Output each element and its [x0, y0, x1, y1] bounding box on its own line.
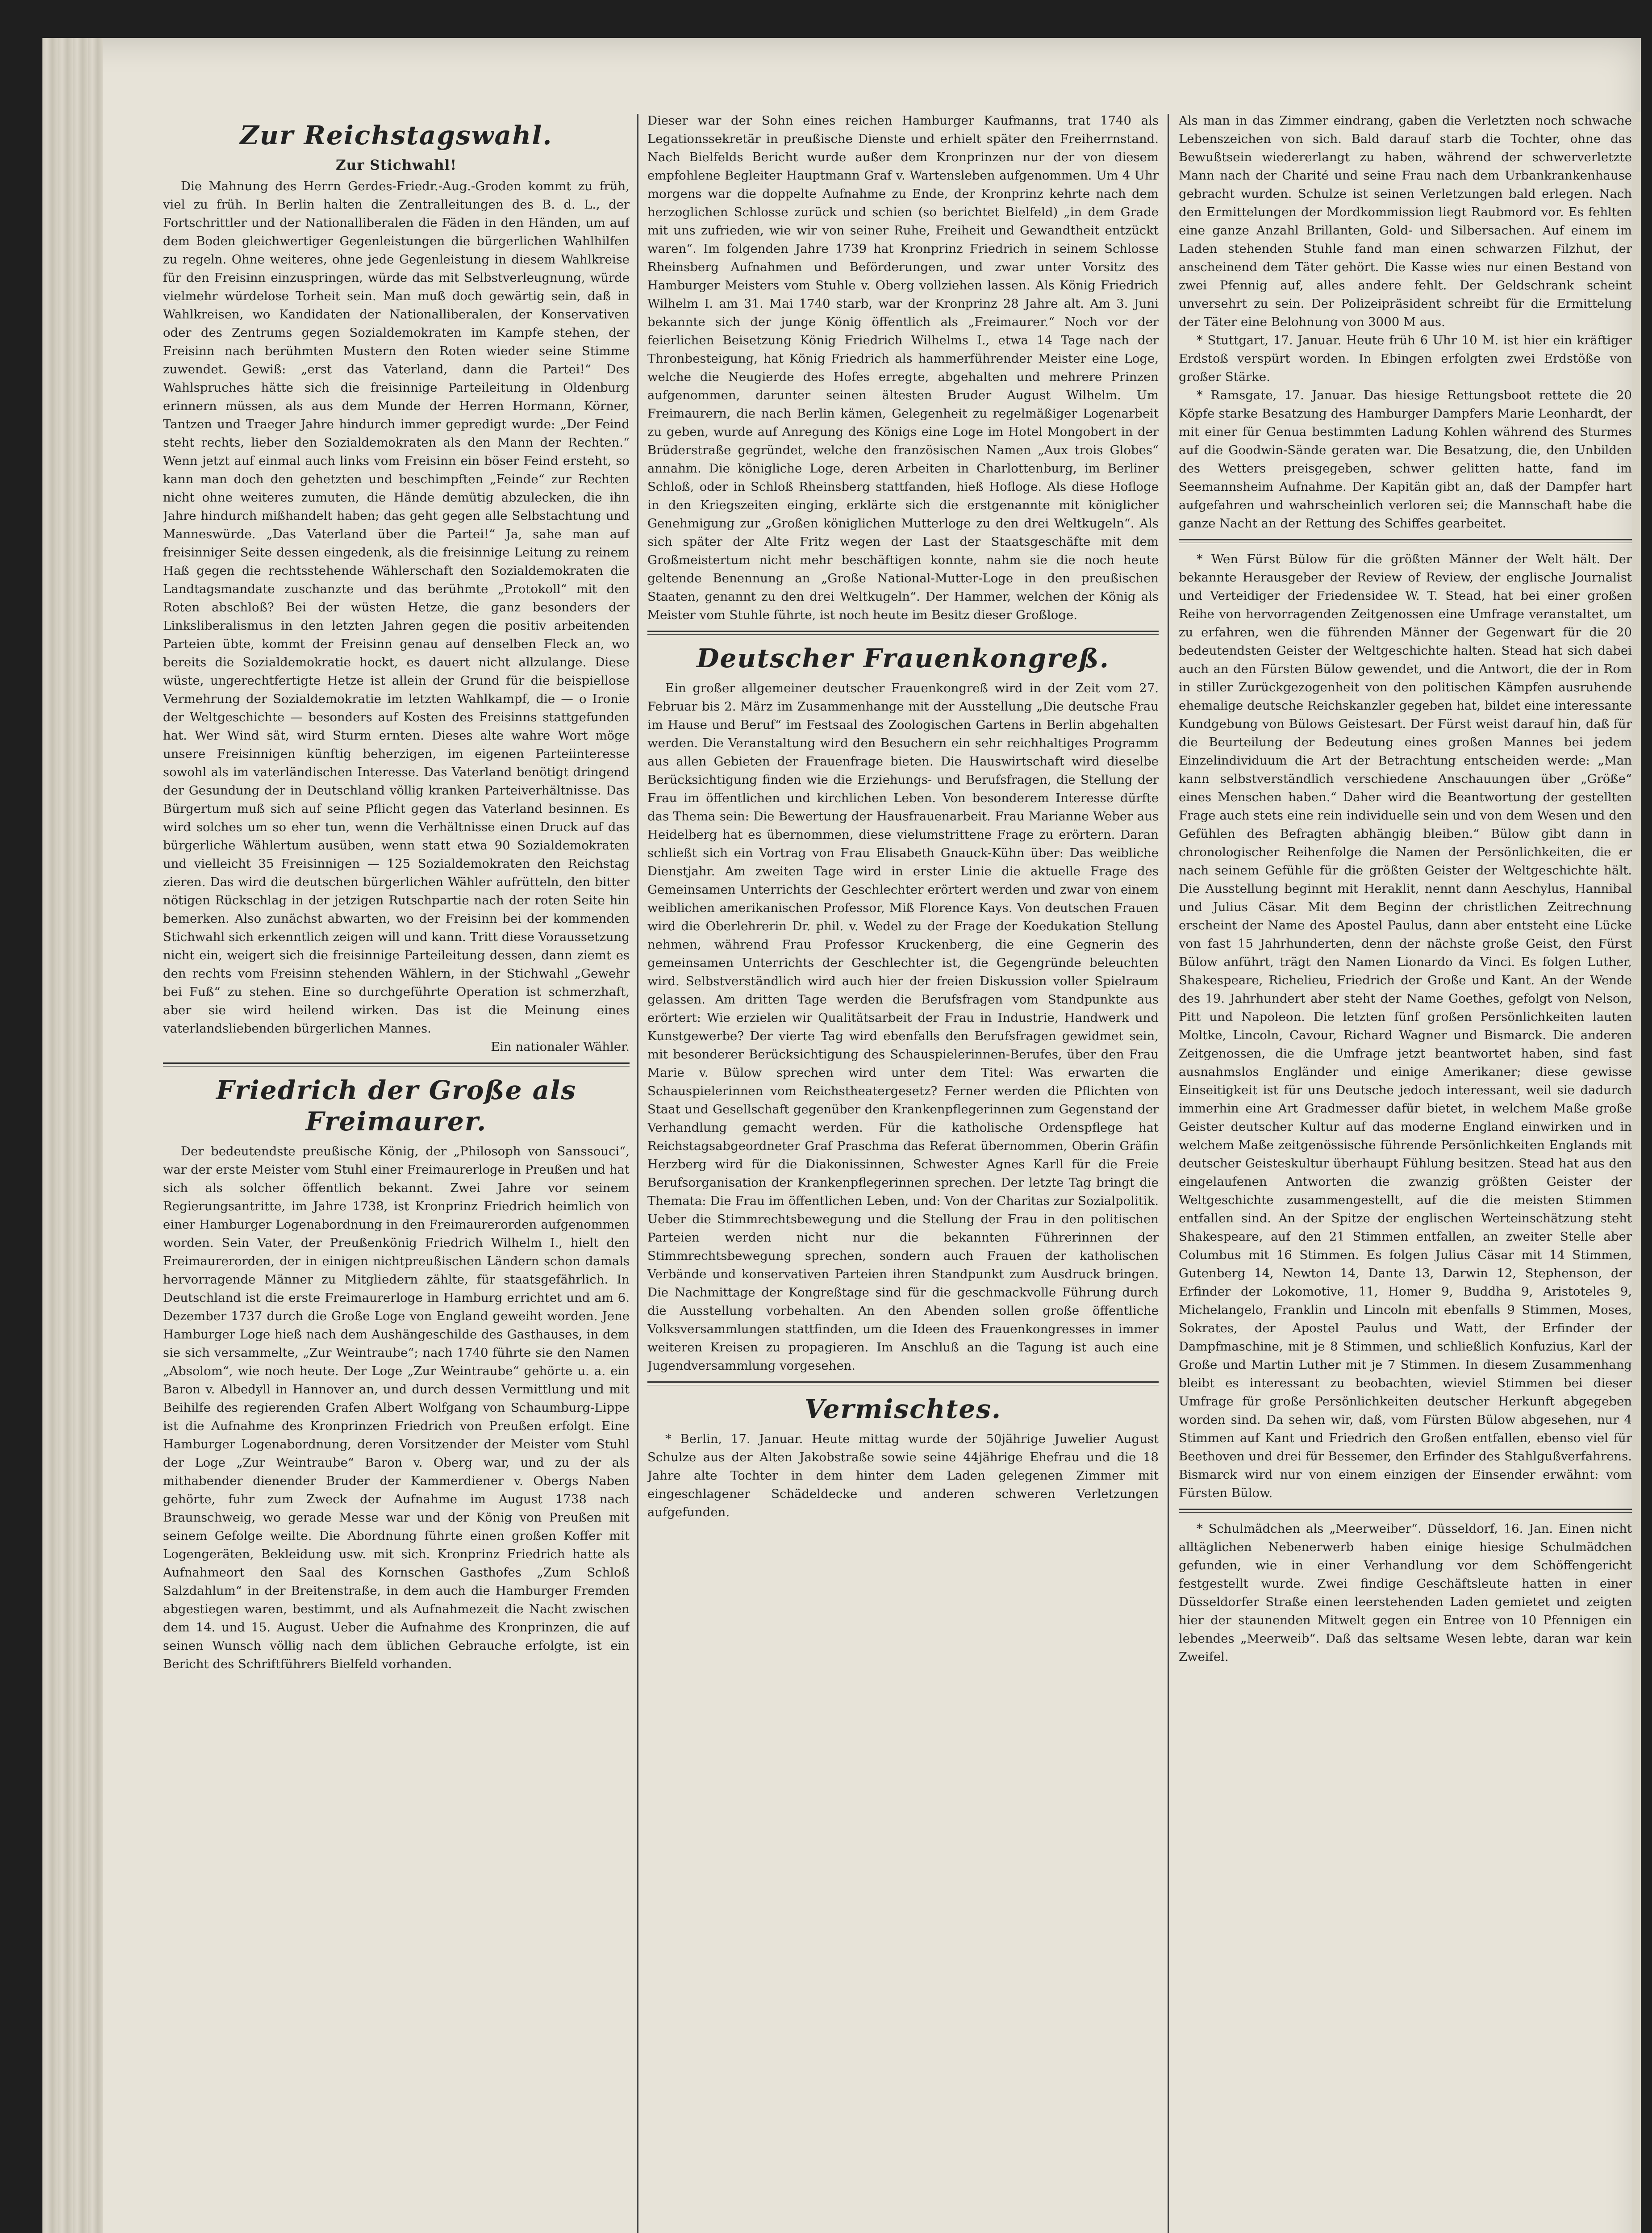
section-divider [163, 1062, 630, 1066]
section-divider [647, 631, 1159, 635]
article-title: Deutscher Frauenkongreß. [697, 643, 1110, 673]
article-body: Dieser war der Sohn eines reichen Hamburger Kaufmanns, trat 1740 als Legationssekretär in preußische Dienste und erhielt später den Freiherrnstand. Nach Bielfelds Bericht wurde außer dem Kronprinzen nur der von diesem empfohlene Begleiter Hauptmann Graf v. Wartensleben aufgenommen. Um 4 Uhr morgens war die doppelte Aufnahme zu Ende, der Kronprinz kehrte nach dem herzoglichen Schlosse zurück und schien (so berichtet Bielfeld) „in dem Grade mit uns zufrieden, wie wir von seiner Ruhe, Freiheit und Gewandtheit entzückt waren“. Im folgenden Jahre 1739 hat Kronprinz Friedrich in seinem Schlosse Rheinsberg Aufnahmen und Beförderungen, und zwar unter Vorsitz des Hamburger Meisters vom Stuhle v. Oberg vollziehen lassen. Als König Friedrich Wilhelm I. am 31. Mai 1740 starb, war der Kronprinz 28 Jahre alt. Am 3. Juni bekannte sich der junge König öffentlich als „Freimaurer.“ Noch vor der feierlichen Beisetzung König Friedrich Wilhelms I., etwa 14 Tage nach der Thronbesteigung, hat König Friedrich als hammerführender Meister eine Loge, welche die Neugierde des Hofes erregte, abgehalten und mehrere Prinzen aufgenommen, darunter seinen ältesten Bruder August Wilhelm. Um Freimaurern, die nach Berlin kämen, Gelegenheit zu regelmäßiger Logenarbeit zu geben, wurde auf Anregung des Königs eine Loge im Hotel Mongobert in der Brüderstraße gegründet, welche den französischen Namen „Aux trois Globes“ annahm. Die königliche Loge, deren Arbeiten in Charlottenburg, im Berliner Schloß, oder in Schloß Rheinsberg stattfanden, hieß Hofloge. Als diese Hofloge in den Kriegszeiten einging, erklärte sich die erstgenannte mit königlicher Genehmigung zur „Großen königlichen Mutterloge zu den drei Weltkugeln“. Als sich später der Alte Fritz wegen der Last der Staatsgeschäfte mit dem Großmeistertum nicht mehr beschäftigen konnte, nahm sie die noch heute geltende Benennung an „Große National-Mutter-Loge in den preußischen Staaten, genannt zu den drei Weltkugeln“. Der Hammer, welchen der König als Meister vom Stuhle führte, ist noch heute im Besitz dieser Großloge. [647, 113, 1159, 622]
section-divider [1179, 539, 1632, 543]
news-item: * Schulmädchen als „Meerweiber“. Düsseldorf, 16. Jan. Einen nicht alltäglichen Nebenerwerb haben einige hiesige Schulmädchen gefunden, wie in einer Verhandlung vor dem Schöffengericht festgestellt wurde. Zwei findige Geschäftsleute hatten in einer Düsseldorfer Straße einen leerstehenden Laden gemietet und zeigten hier der staunenden Mitwelt gegen ein Entree von 10 Pfennigen ein lebendes „Meerweib“. Daß das seltsame Wesen lebte, daran war kein Zweifel. [1179, 1522, 1632, 1664]
news-item: Als man in das Zimmer eindrang, gaben die Verletzten noch schwache Lebenszeichen von sich. Bald darauf starb die Tochter, ohne das Bewußtsein wiedererlangt zu haben, während der schwerverletzte Mann nach der Charité und seine Frau nach dem Urbankrankenhause gebracht wurden. Schulze ist seinen Verletzungen bald erlegen. Nach den Ermittelungen der Mordkommission liegt Raubmord vor. Es fehlten eine ganze Anzahl Brillanten, Gold- und Silbersachen. Auf einem im Laden stehenden Stuhle fand man einen schwarzen Filzhut, der anscheinend dem Täter gehört. Die Kasse wies nur einen Bestand von zwei Pfennig auf, alles andere fehlt. Der Geldschrank scheint unversehrt zu sein. Der Polizeipräsident schreibt für die Ermittelung der Täter eine Belohnung von 3000 M aus. [1179, 113, 1632, 329]
column-rule [1168, 114, 1169, 2233]
article-body: Ein großer allgemeiner deutscher Frauenkongreß wird in der Zeit vom 27. Februar bis 2. März im Zusammenhange mit der Ausstellung „Die deutsche Frau im Hause und Beruf“ im Festsaal des Zoologischen Gartens in Berlin abgehalten werden. Die Veranstaltung wird den Besuchern ein sehr reichhaltiges Programm aus allen Gebieten der Frauenfrage bieten. Die Hauswirtschaft wird dieselbe Berücksichtigung finden wie die Erziehungs- und Berufsfragen, die Stellung der Frau im öffentlichen und kirchlichen Leben. Von besonderem Interesse dürfte das Thema sein: Die Bewertung der Hausfrauenarbeit. Frau Marianne Weber aus Heidelberg hat es übernommen, diese vielumstrittene Frage zu erörtern. Daran schließt sich ein Vortrag von Frau Elisabeth Gnauck-Kühn über: Das weibliche Dienstjahr. Am zweiten Tage wird in erster Linie die aktuelle Frage des Gemeinsamen Unterrichts der Geschlechter erörtert werden und zwar von einem weiblichen amerikanischen Professor, Miß Florence Kays. Von deutschen Frauen wird die Oberlehrerin Dr. phil. v. Wedel zu der Frage der Koedukation Stellung nehmen, während Frau Professor Kruckenberg, die eine Gegnerin des gemeinsamen Unterrichts der Geschlechter ist, die Gegengründe beleuchten wird. Selbstverständlich wird auch hier der freien Diskussion voller Spielraum gelassen. Am dritten Tage werden die Berufsfragen vom Standpunkte aus erörtert: Wie erzielen wir Qualitätsarbeit der Frau in Industrie, Handwerk und Kunstgewerbe? Der vierte Tag wird ebenfalls den Berufsfragen gewidmet sein, mit besonderer Berücksichtigung des Schauspielerinnen-Berufes, über den Frau Marie v. Bülow sprechen wird unter dem Titel: Was erwarten die Schauspielerinnen vom Reichstheatergesetz? Ferner werden die Pflichten von Staat und Gesellschaft gegenüber den Krankenpflegerinnen zum Gegenstand der Verhandlung gemacht werden. Für die katholische Ordenspflege hat Reichstagsabgeordneter Graf Praschma das Referat übernommen, Oberin Gräfin Herzberg wird für die Diakonissinnen, Schwester Agnes Karll für die Freie Berufsorganisation der Krankenpflegerinnen sprechen. Der letzte Tag bringt die Themata: Die Frau im öffentlichen Leben, und: Von der Charitas zur Sozialpolitik. Ueber die Stimmrechtsbewegung und die Stellung der Frau in den politischen Parteien werden nicht nur die bekannten Führerinnen der Stimmrechtsbewegung sprechen, sondern auch Frauen der katholischen Verbände und konservativen Parteien ihren Standpunkt zum Ausdruck bringen. Die Nachmittage der Kongreßtage sind für die geschmackvolle Führung durch die Ausstellung vorbehalten. An den Abenden sollen große öffentliche Volksversammlungen stattfinden, um die Ideen des Frauenkongresses in immer weiteren Kreisen zu propagieren. Im Anschluß an die Tagung ist auch eine Jugendversammlung vorgesehen. [647, 681, 1159, 1373]
article-body: Der bedeutendste preußische König, der „Philosoph von Sanssouci“, war der erste Meister vom Stuhl einer Freimaurerloge in Preußen und hat sich als solcher öffentlich bekannt. Zwei Jahre vor seinem Regierungsantritte, im Jahre 1738, ist Kronprinz Friedrich heimlich von einer Hamburger Logenabordnung in den Freimaurerorden aufgenommen worden. Sein Vater, der Preußenkönig Friedrich Wilhelm I., hielt den Freimaurerorden, der in einigen nichtpreußischen Ländern schon damals hervorragende Männer zu Mitgliedern zählte, für staatsgefährlich. In Deutschland ist die erste Freimaurerloge in Hamburg errichtet und am 6. Dezember 1737 durch die Große Loge von England geweiht worden. Jene Hamburger Loge hieß nach dem Aushängeschilde des Gasthauses, in dem sie sich versammelte, „Zur Weintraube“; nach 1740 führte sie den Namen „Absolom“, wie noch heute. Der Loge „Zur Weintraube“ gehörte u. a. ein Baron v. Albedyll in Hannover an, und durch dessen Vermittlung und mit Beihilfe des regierenden Grafen Albert Wolfgang von Schaumburg-Lippe ist die Aufnahme des Kronprinzen Friedrich von Preußen erfolgt. Eine Hamburger Logenabordnung, deren Vorsitzender der Meister vom Stuhl der Loge „Zur Weintraube“ Baron v. Oberg war, und zu der als mithabender dienender Bruder der Kammerdiener v. Obergs Naben gehörte, fuhr zum Zweck der Aufnahme im August 1738 nach Braunschweig, wo gerade Messe war und der König von Preußen mit seinem Gefolge weilte. Die Abordnung führte einen großen Koffer mit Logengeräten, Bekleidung usw. mit sich. Kronprinz Friedrich hatte als Aufnahmeort den Saal des Kornschen Gasthofes „Zum Schloß Salzdahlum“ in der Breitenstraße, in dem auch die Hamburger Fremden abgestiegen waren, bestimmt, und als Aufnahmezeit die Nacht zwischen dem 14. und 15. August. Ueber die Aufnahme des Kronprinzen, die auf seinen Wunsch völlig nach dem üblichen Gebrauche erfolgte, ist ein Bericht des Schriftführers Bielfeld vorhanden. [163, 1144, 630, 1671]
page-edge [1632, 112, 1641, 2233]
column-2 [647, 112, 1159, 2233]
article-title: Vermischtes. [804, 1394, 1002, 1424]
page-gutter [42, 38, 103, 2233]
news-item: * Berlin, 17. Januar. Heute mittag wurde der 50jährige Juwelier August Schulze aus der Alten Jakobstraße sowie seine 44jährige Ehefrau und die 18 Jahre alte Tochter in dem hinter dem Laden gelegenen Zimmer mit eingeschlagener Schädeldecke und anderen schweren Verletzungen aufgefunden. [647, 1432, 1159, 1519]
article-subtitle: Zur Stichwahl! [336, 157, 457, 173]
column-1 [163, 112, 630, 2233]
column-rule [637, 114, 638, 2233]
news-item: * Stuttgart, 17. Januar. Heute früh 6 Uhr 10 M. ist hier ein kräftiger Erdstoß verspürt worden. In Ebingen erfolgten zwei Erdstöße von großer Stärke. [1179, 333, 1632, 384]
news-item: * Ramsgate, 17. Januar. Das hiesige Rettungsboot rettete die 20 Köpfe starke Besatzung des Hamburger Dampfers Marie Leonhardt, der mit einer für Genua bestimmten Ladung Kohlen während des Sturmes auf die Goodwin-Sände geraten war. Die Besatzung, die, den Unbilden des Wetters preisgegeben, schwer gelitten hatte, fand im Seemannsheim Aufnahme. Der Kapitän gibt an, daß der Dampfer hart aufgefahren und wahrscheinlich verloren sei; die Mannschaft habe die ganze Nacht an der Rettung des Schiffes gearbeitet. [1179, 388, 1632, 531]
article-body: Die Mahnung des Herrn Gerdes-Friedr.-Aug.-Groden kommt zu früh, viel zu früh. In Berlin halten die Zentralleitungen des B. d. L., der Fortschrittler und der Nationalliberalen die Fäden in den Händen, um auf dem Boden gleichwertiger Gegenleistungen die bürgerlichen Wahlhilfen zu regeln. Ohne weiteres, ohne jede Gegenleistung in diesem Wahlkreise für den Freisinn einzuspringen, würde das mit Selbstverleugnung, würde vielmehr würdelose Torheit sein. Man muß doch gewärtig sein, daß in Wahlkreisen, wo Kandidaten der Nationalliberalen, der Konservativen oder des Zentrums gegen Sozialdemokraten im Kampfe stehen, der Freisinn nach berühmten Mustern den Roten wieder seine Stimme zuwendet. Gewiß: „erst das Vaterland, dann die Partei!“ Des Wahlspruches hätte sich die freisinnige Parteileitung in Oldenburg erinnern müssen, als aus dem Munde der Herren Hormann, Körner, Tantzen und Traeger Jahre hindurch immer gepredigt wurde: „Der Feind steht rechts, lieber den Sozialdemokraten als den Mann der Rechten.“ Wenn jetzt auf einmal auch links vom Freisinn ein böser Feind ersteht, so kann man doch den gehetzten und beschimpften „Feinde“ zur Rechten nicht ohne weiteres zumuten, die Hände demütig abzulecken, die ihn Jahre hindurch mißhandelt haben; das geht gegen alle Selbstachtung und Manneswürde. „Das Vaterland über die Partei!“ Ja, sahe man auf freisinniger Seite dessen eingedenk, als die freisinnige Leitung zu reinem Haß gegen die rechtsstehende Wählerschaft den Sozialdemokraten die Landtagsmandate zuschanzte und das berühmte „Protokoll“ mit den Roten abschloß? Bei der wüsten Hetze, die ganz besonders der Linksliberalismus in den letzten Jahren gegen die positiv arbeitenden Parteien übte, kommt der Freisinn genau auf denselben Fleck an, wo bereits die Sozialdemokratie hockt, es dauert nicht allzulange. Diese wüste, ungerechtfertigte Hetze ist allein der Grund für die beispiellose Vermehrung der Sozialdemokratie im letzten Wahlkampf, die — o Ironie der Weltgeschichte — besonders auf Kosten des Freisinns stattgefunden hat. Wer Wind sät, wird Sturm ernten. Dieses alte wahre Wort möge unsere Freisinnigen künftig beherzigen, im eigenen Parteiinteresse sowohl als im vaterländischen Interesse. Das Vaterland benötigt dringend der Gesundung der in Deutschland völlig kranken Parteiverhältnisse. Das Bürgertum muß sich auf seine Pflicht gegen das Vaterland besinnen. Es wird solches um so eher tun, wenn die Verhältnisse einen Druck auf das bürgerliche Wählertum ausüben, wenn statt etwa 90 Sozialdemokraten und vielleicht 35 Freisinnigen — 125 Sozialdemokraten den Reichstag zieren. Das wird die deutschen bürgerlichen Wähler aufrütteln, den bitter nötigen Rückschlag in der jetzigen Rutschpartie nach der roten Seite hin bemerken. Also zunächst abwarten, wo der Freisinn bei der kommenden Stichwahl sich erkenntlich zeigen will und kann. Tritt diese Voraussetzung nicht ein, weigert sich die freisinnige Parteileitung dessen, dann ziemt es den rechts vom Freisinn stehenden Wählern, in der Stichwahl „Gewehr bei Fuß“ zu stehen. Eine so durchgeführte Operation ist schmerzhaft, aber sie wird heilend wirken. Das ist die Meinung eines vaterlandsliebenden bürgerlichen Mannes. [163, 179, 630, 1036]
section-divider [647, 1381, 1159, 1385]
article-title: Friedrich der Große als Freimaurer. [216, 1075, 576, 1137]
article-signature: Ein nationaler Wähler. [491, 1040, 630, 1054]
newspaper-page [42, 38, 1641, 2233]
column-3 [1179, 112, 1632, 2233]
news-item: * Wen Fürst Bülow für die größten Männer der Welt hält. Der bekannte Herausgeber der Review of Review, der englische Journalist und Verteidiger der Friedensidee W. T. Stead, hat bei einer großen Reihe von hervorragenden Zeitgenossen eine Umfrage veranstaltet, um zu erfahren, wen die führenden Männer der Gegenwart für die 20 bedeutendsten Geister der Weltgeschichte halten. Stead hat sich dabei auch an den Fürsten Bülow gewendet, und die Antwort, die der in Rom in stiller Zurückgezogenheit von den politischen Kämpfen ausruhende ehemalige deutsche Reichskanzler gegeben hat, bildet eine interessante Kundgebung von Bülows Geistesart. Der Fürst weist darauf hin, daß für die Beurteilung der Bedeutung eines großen Mannes bei jedem Einzelindividuum die Art der Betrachtung entscheiden werde: „Man kann selbstverständlich verschiedene Anschauungen über „Größe“ eines Menschen haben.“ Daher wird die Beantwortung der gestellten Frage auch stets eine rein individuelle sein und von dem Wesen und den Gefühlen des Befragten abhängig bleiben.“ Bülow gibt dann in chronologischer Reihenfolge die Namen der Persönlichkeiten, die er nach seinem Gefühle für die größten Geister der Weltgeschichte hält. Die Ausstellung beginnt mit Heraklit, nennt dann Aeschylus, Hannibal und Julius Cäsar. Mit dem Beginn der christlichen Zeitrechnung erscheint der Name des Apostel Paulus, dann aber entsteht eine Lücke von fast 15 Jahrhunderten, denn der nächste große Geist, den Fürst Bülow anführt, trägt den Namen Lionardo da Vinci. Es folgen Luther, Shakespeare, Richelieu, Friedrich der Große und Kant. An der Wende des 19. Jahrhundert aber steht der Name Goethes, gefolgt von Nelson, Pitt und Napoleon. Die letzten fünf großen Persönlichkeiten lauten Moltke, Lincoln, Cavour, Richard Wagner und Bismarck. Die anderen Zeitgenossen, die die Umfrage jetzt beantwortet haben, sind fast ausnahmslos Engländer und einige Amerikaner; diese gewisse Einseitigkeit ist für uns Deutsche jedoch interessant, weil sie dadurch immerhin eine Art Gradmesser dafür bietet, in welchem Maße große Geister deutscher Kultur auf das moderne England einwirken und in welchem Maße zeitgenössische führende Persönlichkeiten Englands mit deutscher Geisteskultur überhaupt Fühlung besitzen. Stead hat aus den eingelaufenen Antworten die zwanzig größten Geister der Weltgeschichte zusammengestellt, auf die die meisten Stimmen entfallen sind. An der Spitze der englischen Werteinschätzung steht Shakespeare, auf den 21 Stimmen entfallen, an zweiter Stelle aber Columbus mit 16 Stimmen. Es folgen Julius Cäsar mit 14 Stimmen, Gutenberg 14, Newton 14, Dante 13, Darwin 12, Stephenson, der Erfinder der Lokomotive, 11, Homer 9, Buddha 9, Aristoteles 9, Michelangelo, Franklin und Lincoln mit ebenfalls 9 Stimmen, Moses, Sokrates, der Apostel Paulus und Watt, der Erfinder der Dampfmaschine, mit je 8 Stimmen, und schließlich Konfuzius, Karl der Große und Martin Luther mit je 7 Stimmen. In diesem Zusammenhang bleibt es interessant zu beobachten, wieviel Stimmen bei dieser Umfrage für große Persönlichkeiten deutscher Herkunft abgegeben worden sind. Da sehen wir, daß, vom Fürsten Bülow abgesehen, nur 4 Stimmen auf Kant und Friedrich den Großen entfallen, ebenso viel für Beethoven und drei für Bessemer, den Erfinder des Stahlgußverfahrens. Bismarck wird nur von einem einzigen der Einsender erwähnt: vom Fürsten Bülow. [1179, 552, 1632, 1500]
article-title: Zur Reichstagswahl. [240, 120, 553, 151]
section-divider [1179, 1509, 1632, 1513]
